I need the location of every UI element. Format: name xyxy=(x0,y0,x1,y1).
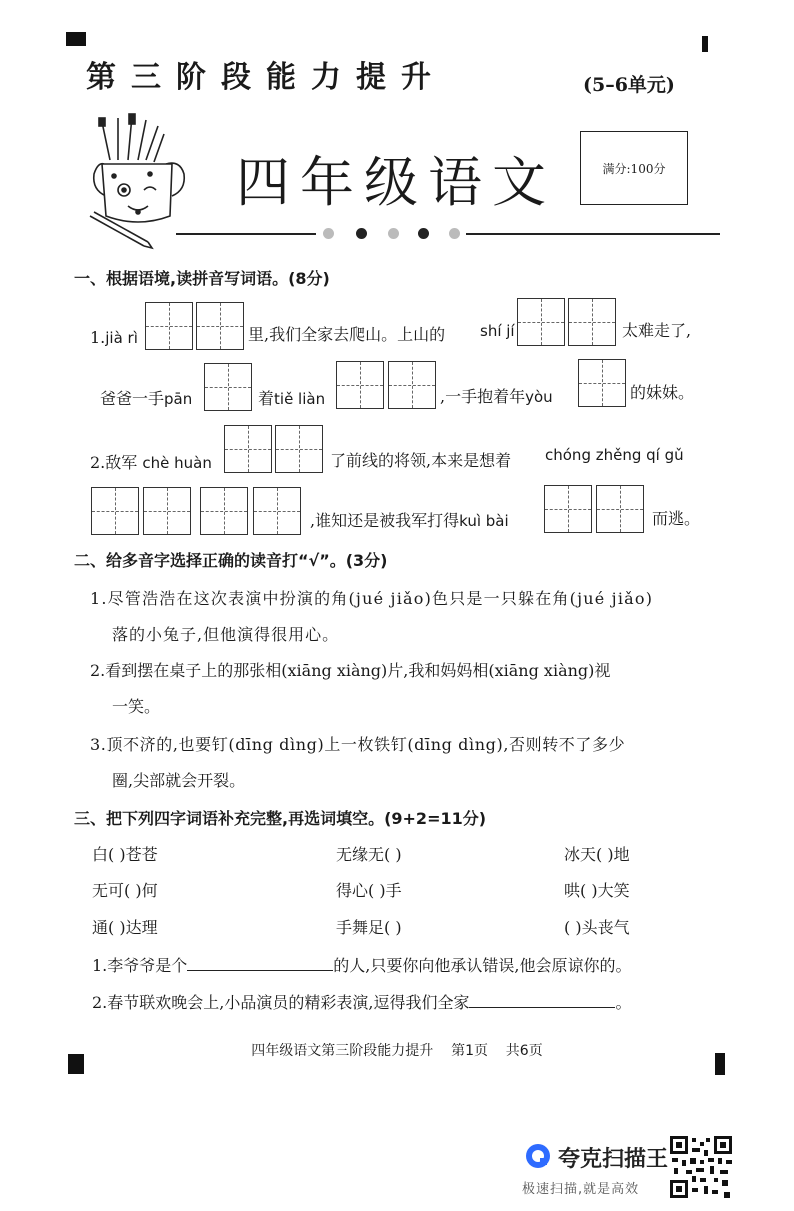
text: ,谁知还是被我军打得 xyxy=(310,511,460,530)
s1-text-9: 而逃。 xyxy=(652,509,701,528)
write-box[interactable] xyxy=(91,487,139,535)
answer-blank[interactable] xyxy=(187,956,333,971)
text: ,一手抱着年 xyxy=(440,387,526,406)
text: 的人,只要你向他承认错误,他会原谅你的。 xyxy=(333,956,632,975)
idiom-r3c1[interactable]: 通( )达理 xyxy=(92,918,158,937)
pinyin-you: yòu xyxy=(525,388,553,406)
divider-right xyxy=(466,233,720,235)
divider-dot xyxy=(418,228,429,239)
pinyin-chongzheng: chóng zhěng qí gǔ xyxy=(545,446,684,464)
write-box[interactable] xyxy=(196,302,244,350)
pinyin-chehuan: chè huàn xyxy=(142,454,212,472)
page-footer: 四年级语文第三阶段能力提升 第1页 共6页 xyxy=(251,1043,543,1059)
s1-text-4 xyxy=(258,386,325,409)
section1-heading: 一、根据语境,读拼音写词语。(8分) xyxy=(74,269,330,288)
write-box[interactable] xyxy=(596,485,644,533)
divider-dot xyxy=(323,228,334,239)
idiom-r1c1[interactable]: 白( )苍苍 xyxy=(92,845,158,864)
s2-line-1: 1.尽管浩浩在这次表演中扮演的角(jué jiǎo)色只是一只躲在角(jué jiǎo) xyxy=(90,589,654,608)
text: 着 xyxy=(258,389,275,408)
write-box[interactable] xyxy=(568,298,616,346)
write-box[interactable] xyxy=(275,425,323,473)
idiom-r1c3[interactable]: 冰天( )地 xyxy=(564,845,630,864)
s1-text-7: 了前线的将领,本来是想着 xyxy=(330,451,512,470)
divider-dot xyxy=(449,228,460,239)
write-box[interactable] xyxy=(544,485,592,533)
write-box[interactable] xyxy=(224,425,272,473)
page-title: 第三阶段能力提升 xyxy=(86,60,446,95)
text: 2.春节联欢晚会上,小品演员的精彩表演,逗得我们全家 xyxy=(92,993,470,1012)
s1-text-1: 里,我们全家去爬山。上山的 xyxy=(248,325,446,344)
write-box[interactable] xyxy=(578,359,626,407)
s3-sentence-1 xyxy=(92,953,631,976)
idiom-r2c2[interactable]: 得心( )手 xyxy=(336,881,402,900)
s1-text-3 xyxy=(100,386,192,409)
q-number: 1. xyxy=(90,328,106,347)
scanner-slogan: 极速扫描,就是高效 xyxy=(522,1182,640,1197)
idiom-r2c1[interactable]: 无可( )何 xyxy=(92,881,158,900)
pinyin-shiji: shí jí xyxy=(480,322,515,340)
idiom-r1c2[interactable]: 无缘无( ) xyxy=(336,845,402,864)
s2-line-3: 2.看到摆在桌子上的那张相(xiāng xiàng)片,我和妈妈相(xiāng xiàng)视 xyxy=(90,661,611,680)
quark-logo-icon xyxy=(524,1142,552,1170)
text: 2.敌军 xyxy=(90,453,138,472)
section3-heading: 三、把下列四字词语补充完整,再选词填空。(9+2=11分) xyxy=(74,809,487,828)
score-box: 满分:100分 xyxy=(580,131,688,205)
s1-text-8 xyxy=(310,508,509,531)
write-box[interactable] xyxy=(253,487,301,535)
text: 。 xyxy=(615,993,632,1012)
s1-q1-prefix xyxy=(90,328,138,347)
corner-mark-top-right xyxy=(702,36,708,52)
write-box[interactable] xyxy=(143,487,191,535)
scanner-brand: 夸克扫描王 xyxy=(558,1147,669,1172)
unit-range: (5–6单元) xyxy=(583,74,675,96)
pinyin-pan: pān xyxy=(164,390,193,408)
s1-q2-prefix xyxy=(90,450,212,473)
write-box[interactable] xyxy=(388,361,436,409)
s1-text-6: 的妹妹。 xyxy=(630,383,695,402)
section2-heading: 二、给多音字选择正确的读音打“√”。(3分) xyxy=(74,551,388,570)
text: 爸爸一手 xyxy=(100,389,165,408)
write-box[interactable] xyxy=(145,302,193,350)
s2-line-5: 3.顶不济的,也要钉(dīng dìng)上一枚铁钉(dīng dìng),否则转不了多少 xyxy=(90,735,626,754)
s2-line-2: 落的小兔子,但他演得很用心。 xyxy=(112,625,340,644)
divider-left xyxy=(176,233,316,235)
qr-code-icon xyxy=(670,1136,732,1198)
idiom-r3c3[interactable]: ( )头丧气 xyxy=(564,918,630,937)
s1-text-5 xyxy=(440,384,553,407)
write-box[interactable] xyxy=(336,361,384,409)
answer-blank[interactable] xyxy=(469,993,615,1008)
s2-line-6: 圈,尖部就会开裂。 xyxy=(112,771,246,790)
pen-holder-illustration xyxy=(88,112,194,252)
corner-mark-top-left xyxy=(66,32,86,46)
idiom-r2c3[interactable]: 哄( )大笑 xyxy=(564,881,630,900)
s3-sentence-2 xyxy=(92,990,631,1013)
pinyin-kuibai: kuì bài xyxy=(459,512,509,530)
divider-dot xyxy=(388,228,399,239)
s1-text-2: 太难走了, xyxy=(622,321,692,340)
write-box[interactable] xyxy=(204,363,252,411)
subject-title: 四年级语文 xyxy=(236,151,556,214)
text: 1.李爷爷是个 xyxy=(92,956,188,975)
s2-line-4: 一笑。 xyxy=(112,697,161,716)
idiom-r3c2[interactable]: 手舞足( ) xyxy=(336,918,402,937)
divider-dot xyxy=(356,228,367,239)
write-box[interactable] xyxy=(517,298,565,346)
pinyin-tielian: tiě liàn xyxy=(274,390,326,408)
write-box[interactable] xyxy=(200,487,248,535)
pinyin-jiari: jià rì xyxy=(105,329,138,347)
